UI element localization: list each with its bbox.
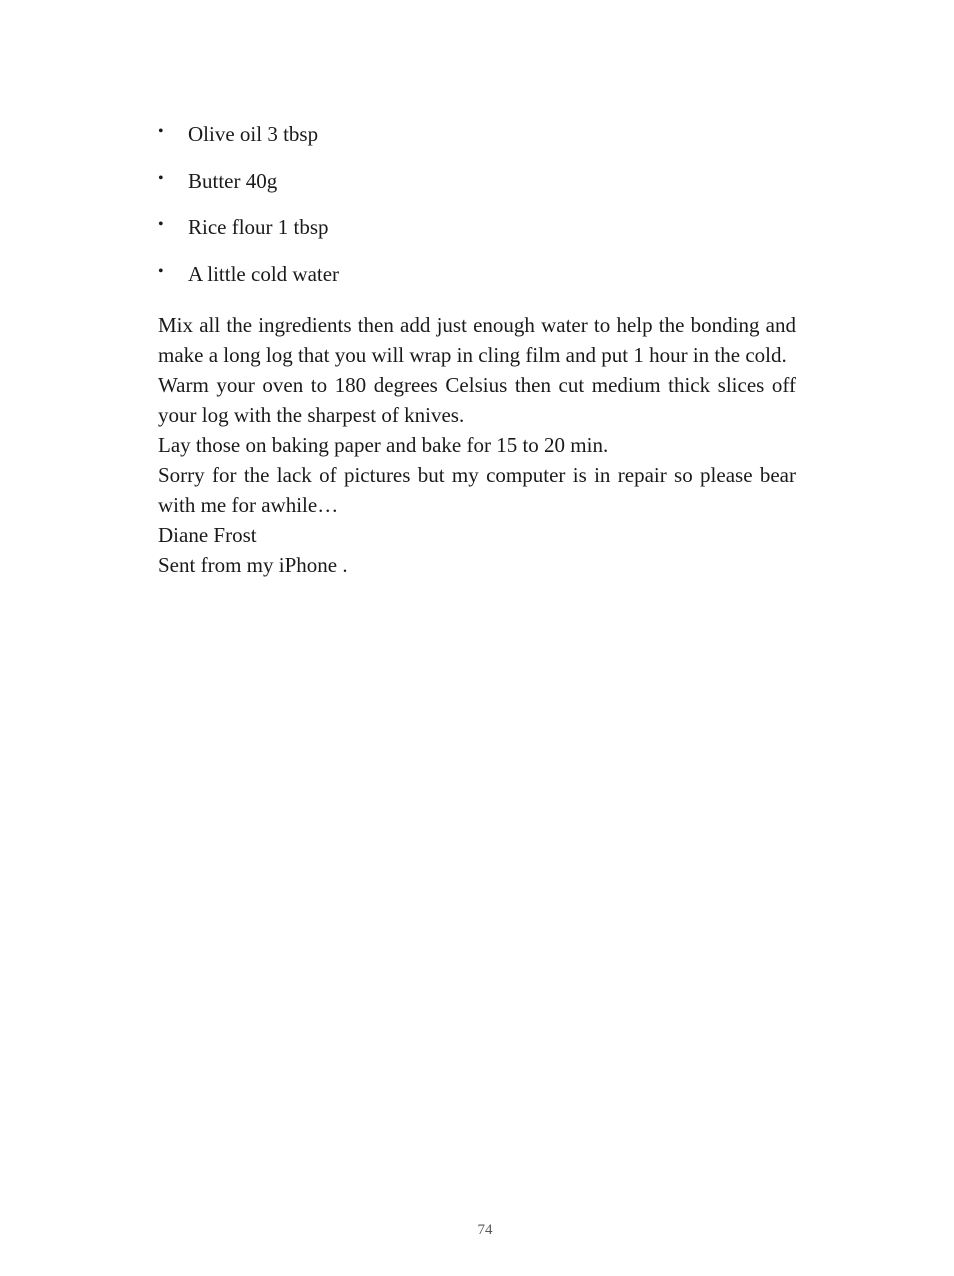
sent-from-line: Sent from my iPhone . [158, 553, 348, 577]
list-item [158, 165, 796, 212]
instruction-paragraph: Warm your oven to 180 degrees Celsius then cut medium thick slices off your log with the sharpest of knives. [158, 373, 796, 427]
bullet-icon: • [158, 262, 164, 280]
ingredient-text: Rice flour 1 tbsp [188, 215, 329, 239]
signature: Diane Frost [158, 523, 257, 547]
instruction-paragraph: Lay those on baking paper and bake for 15 to 20 min. [158, 433, 609, 457]
apology-paragraph: Sorry for the lack of pictures but my computer is in repair so please bear with me for awhile… [158, 463, 796, 517]
instruction-paragraph: Mix all the ingredients then add just enough water to help the bonding and make a long log that you will wrap in cling film and put 1 hour in the cold. [158, 313, 796, 367]
bullet-icon: • [158, 123, 164, 140]
ingredient-list [158, 118, 796, 304]
page-number: 74 [477, 1222, 493, 1238]
ingredient-text: Olive oil 3 tbsp [188, 122, 319, 146]
list-item [158, 211, 796, 258]
page-content [158, 118, 796, 580]
bullet-icon: • [158, 169, 164, 187]
list-item [158, 258, 796, 305]
list-item [158, 118, 796, 165]
ingredient-text: A little cold water [188, 261, 340, 286]
ingredient-text: Butter 40g [188, 168, 278, 193]
bullet-icon: • [158, 216, 164, 233]
